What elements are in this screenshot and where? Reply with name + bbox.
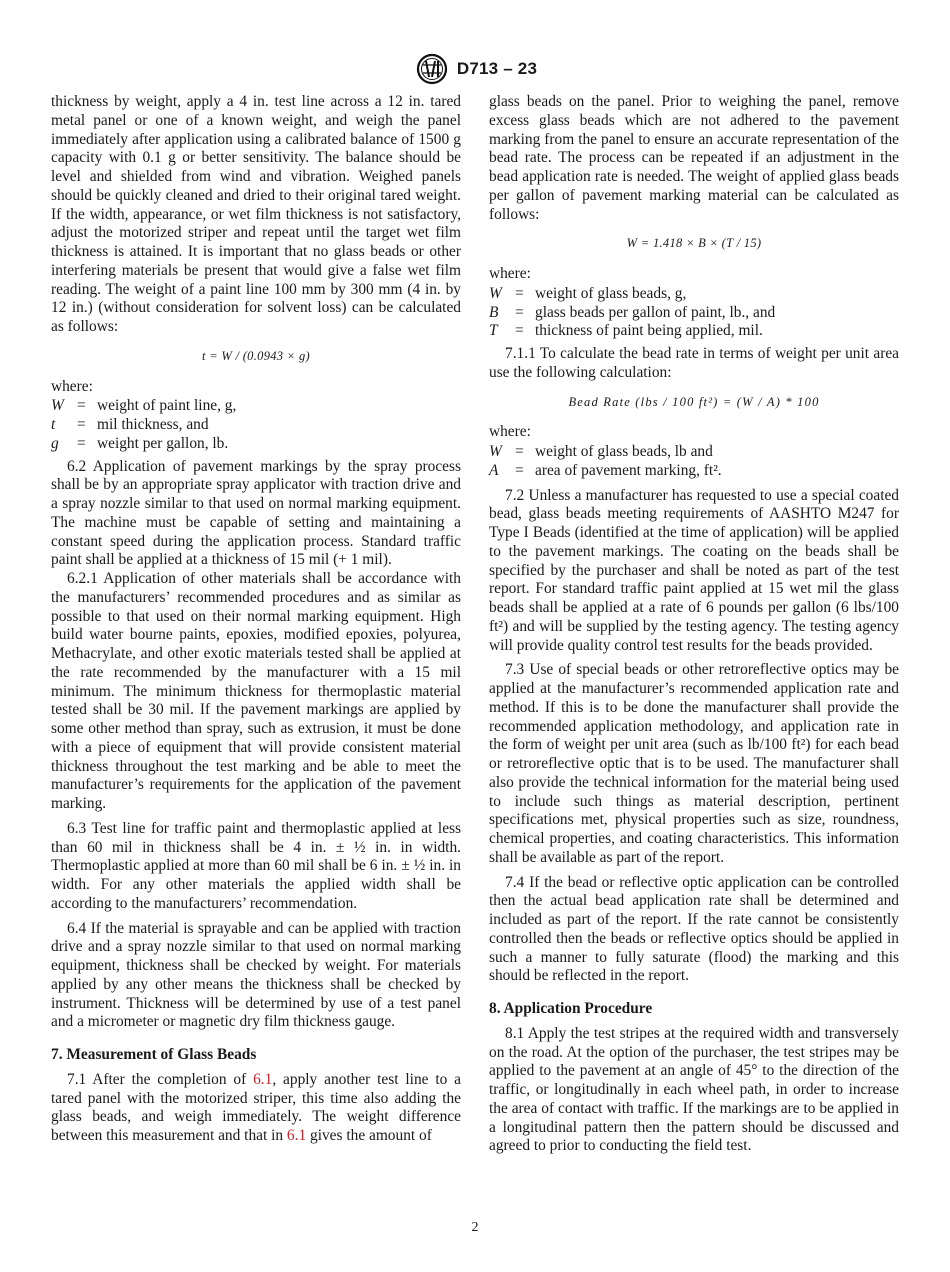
variable-row xyxy=(489,443,899,462)
variable-list xyxy=(489,285,899,341)
variable-equals: = xyxy=(515,322,524,340)
paragraph-6-2: 6.2 Application of pavement markings by the spray process shall be by an appropriate spray applicator with traction drive and a spray nozzle similar to that used on normal marking equipment. The machine must be capable of setting and maintaining a constant speed during the application process. Standard traffic paint shall be applied at a thickness of 15 mil (+ 1 mil). xyxy=(51,457,461,569)
variable-equals: = xyxy=(77,434,86,452)
page-number: 2 xyxy=(471,1220,479,1235)
section-7-heading: 7. Measurement of Glass Beads xyxy=(51,1046,257,1063)
variable-row xyxy=(489,462,899,481)
variable-list xyxy=(51,397,461,453)
variable-equals: = xyxy=(515,461,524,479)
paragraph-8-1: 8.1 Apply the test stripes at the required width and transversely on the road. At the option of the purchaser, the test stripes may be applied to the pavement at an angle of 45° to the direction of the traffic, or longitudinally in each wheel path, in order to increase the area of contact with traffic. If the markings are to be applied in a longitudinal pattern then the pattern should be discussed and agreed to prior to conducting the field test. xyxy=(489,1024,899,1155)
paragraph-7-4: 7.4 If the bead or reflective optic application can be controlled then the actual bead application rate shall be determined and included as part of the report. If the rate cannot be consistently controlled then the beads or reflective optics should be applied in such a manner to fully saturate (flood) the marking and this should be reflected in the report. xyxy=(489,873,899,985)
variable-row xyxy=(51,435,461,454)
equation-bead-weight: W = 1.418 × B × (T / 15) xyxy=(626,236,762,251)
variable-symbol: T xyxy=(489,322,498,340)
variable-symbol: B xyxy=(489,303,499,321)
where-label: where: xyxy=(51,377,93,395)
variable-definition: area of pavement marking, ft². xyxy=(535,461,722,479)
variable-equals: = xyxy=(515,303,524,321)
variable-symbol: W xyxy=(489,284,502,302)
variable-definition: thickness of paint being applied, mil. xyxy=(535,322,763,340)
variable-definition: mil thickness, and xyxy=(97,416,209,433)
variable-row xyxy=(51,397,461,416)
paragraph-7-1 xyxy=(51,1071,461,1146)
variable-symbol: t xyxy=(51,416,56,433)
standard-designation: D713 – 23 xyxy=(456,59,538,78)
section-6-1-link[interactable]: 6.1 xyxy=(253,1070,273,1088)
variable-definition: weight of glass beads, g, xyxy=(535,284,687,302)
variable-row xyxy=(489,285,899,304)
variable-row xyxy=(489,322,899,341)
paragraph-7-3: 7.3 Use of special beads or other retroreflective optics may be applied at the manufacturer’s recommended application rate and method. If this is to be done the manufacturer shall provide the recommended application methodology, and application rate in the form of weight per unit area (such as lb/100 ft²) for each bead or retroreflective optic that is to be used. The manufacturer shall also provide the technical information for the material being used to include such things as material description, pertinent specifications met, physical properties such as size, roundness, chemical properties, and coating characteristics. This information shall be available as part of the report. xyxy=(489,661,899,866)
variable-symbol: A xyxy=(489,461,499,479)
variable-row xyxy=(51,416,461,435)
section-8-heading: 8. Application Procedure xyxy=(489,1000,653,1017)
paragraph-7-1-1: 7.1.1 To calculate the bead rate in terms of weight per unit area use the following calculation: xyxy=(489,345,899,381)
variable-list xyxy=(489,443,899,481)
variable-definition: weight of glass beads, lb and xyxy=(535,443,713,460)
paragraph-6-4: 6.4 If the material is sprayable and can be applied with traction drive and a spray nozzle similar to that used on normal marking equipment, thickness shall be checked by weight. For materials applied by any other means the thickness shall be checked by instrument. Thickness will be determined by use of a test panel and a micrometer or magnetic dry film thickness gauge. xyxy=(51,919,461,1031)
equation-bead-rate: Bead Rate (lbs / 100 ft²) = (W / A) * 100 xyxy=(568,394,820,409)
variable-equals: = xyxy=(77,416,86,433)
paragraph-7-2: 7.2 Unless a manufacturer has requested to use a special coated bead, glass beads meeting requirements of AASHTO M247 for Type I Beads (identified at the time of application) will be applied to the pavement markings. The coating on the beads shall be specified by the purchaser and shall be noted as part of the test report. For standard traffic paint applied at 15 wet mil the glass beads shall be applied at a rate of 6 pounds per gallon (6 lbs/100 ft²) and will be supplied by the testing agency. The testing agency will provide quality control test results for the beads provided. xyxy=(489,486,899,654)
variable-equals: = xyxy=(515,443,524,460)
paragraph-7-1-text-b: , apply another test line to a tared panel with the motorized striper, this time also adding the glass beads, and weigh immediately. The weight difference between this measurement and that in xyxy=(51,1070,462,1144)
paragraph-7-1-text-a: 7.1 After the completion of xyxy=(67,1070,254,1088)
astm-logo-icon xyxy=(413,53,451,85)
section-6-1-link[interactable]: 6.1 xyxy=(286,1127,307,1144)
variable-symbol: W xyxy=(489,443,502,460)
variable-definition: weight of paint line, g, xyxy=(97,397,237,415)
variable-symbol: g xyxy=(51,434,59,452)
paragraph-6-1-continued: thickness by weight, apply a 4 in. test line across a 12 in. tared metal panel or one of a known weight, and weigh the panel immediately after application using a calibrated balance of 1500 g capacity with 0.1 g or better sensitivity. The balance should be level and shielded from wind and vibration. Weighed panels should be quickly cleaned and dried to their original tared weight. If the width, appearance, or wet film thickness is not satisfactory, adjust the motorized striper and repeat until the target wet film thickness is attained. It is important that no glass beads or other interfering materials be present that would give a false wet film reading. The weight of a paint line 100 mm by 300 mm (4 in. by 12 in.) (without consideration for solvent loss) can be calculated as follows: xyxy=(51,93,461,335)
variable-row xyxy=(489,304,899,323)
variable-definition: glass beads per gallon of paint, lb., and xyxy=(535,303,776,321)
equation-paint-thickness: t = W / (0.0943 × g) xyxy=(202,348,310,363)
variable-definition: weight per gallon, lb. xyxy=(97,434,229,452)
variable-equals: = xyxy=(515,284,524,302)
where-label: where: xyxy=(489,265,531,282)
variable-equals: = xyxy=(77,397,86,415)
page-header xyxy=(0,52,950,86)
where-label: where: xyxy=(489,423,531,441)
left-column xyxy=(51,93,461,1146)
paragraph-6-2-1: 6.2.1 Application of other materials shall be accordance with the manufacturers’ recommended procedures and as similar as possible to that used on their normal marking equipment. High build water bourne paints, epoxies, modified epoxies, polyurea, Methacrylate, and other exotic materials tested shall be applied at the rate recommended by the manufacturer with a 15 mil minimum. The minimum thickness for thermoplastic material tested shall be 30 mil. If the pavement markings are applied by some other method than spray, such as extrusion, it must be done with a piece of equipment that will provide consistent material thickness throughout the test marking and be able to meet the manufacturer’s requirements for the application of the pavement marking. xyxy=(51,570,461,812)
variable-symbol: W xyxy=(51,397,64,415)
paragraph-7-1-continued: glass beads on the panel. Prior to weighing the panel, remove excess glass beads which are not adhered to the pavement marking from the panel to ensure an accurate representation of the bead rate. The process can be repeated if an adjustment in the bead application rate is needed. The weight of applied glass beads per gallon of pavement marking material can be calculated as follows: xyxy=(489,93,899,223)
paragraph-6-3: 6.3 Test line for traffic paint and thermoplastic applied at less than 60 mil in thickness shall be 4 in. ± ½ in. in width. Thermoplastic applied at more than 60 mil shall be 6 in. ± ½ in. in width. For any other materials the applied width shall be according to the manufacturers’ recommendation. xyxy=(51,819,461,912)
paragraph-7-1-text-c: gives the amount of xyxy=(306,1127,432,1144)
right-column xyxy=(489,93,899,1156)
